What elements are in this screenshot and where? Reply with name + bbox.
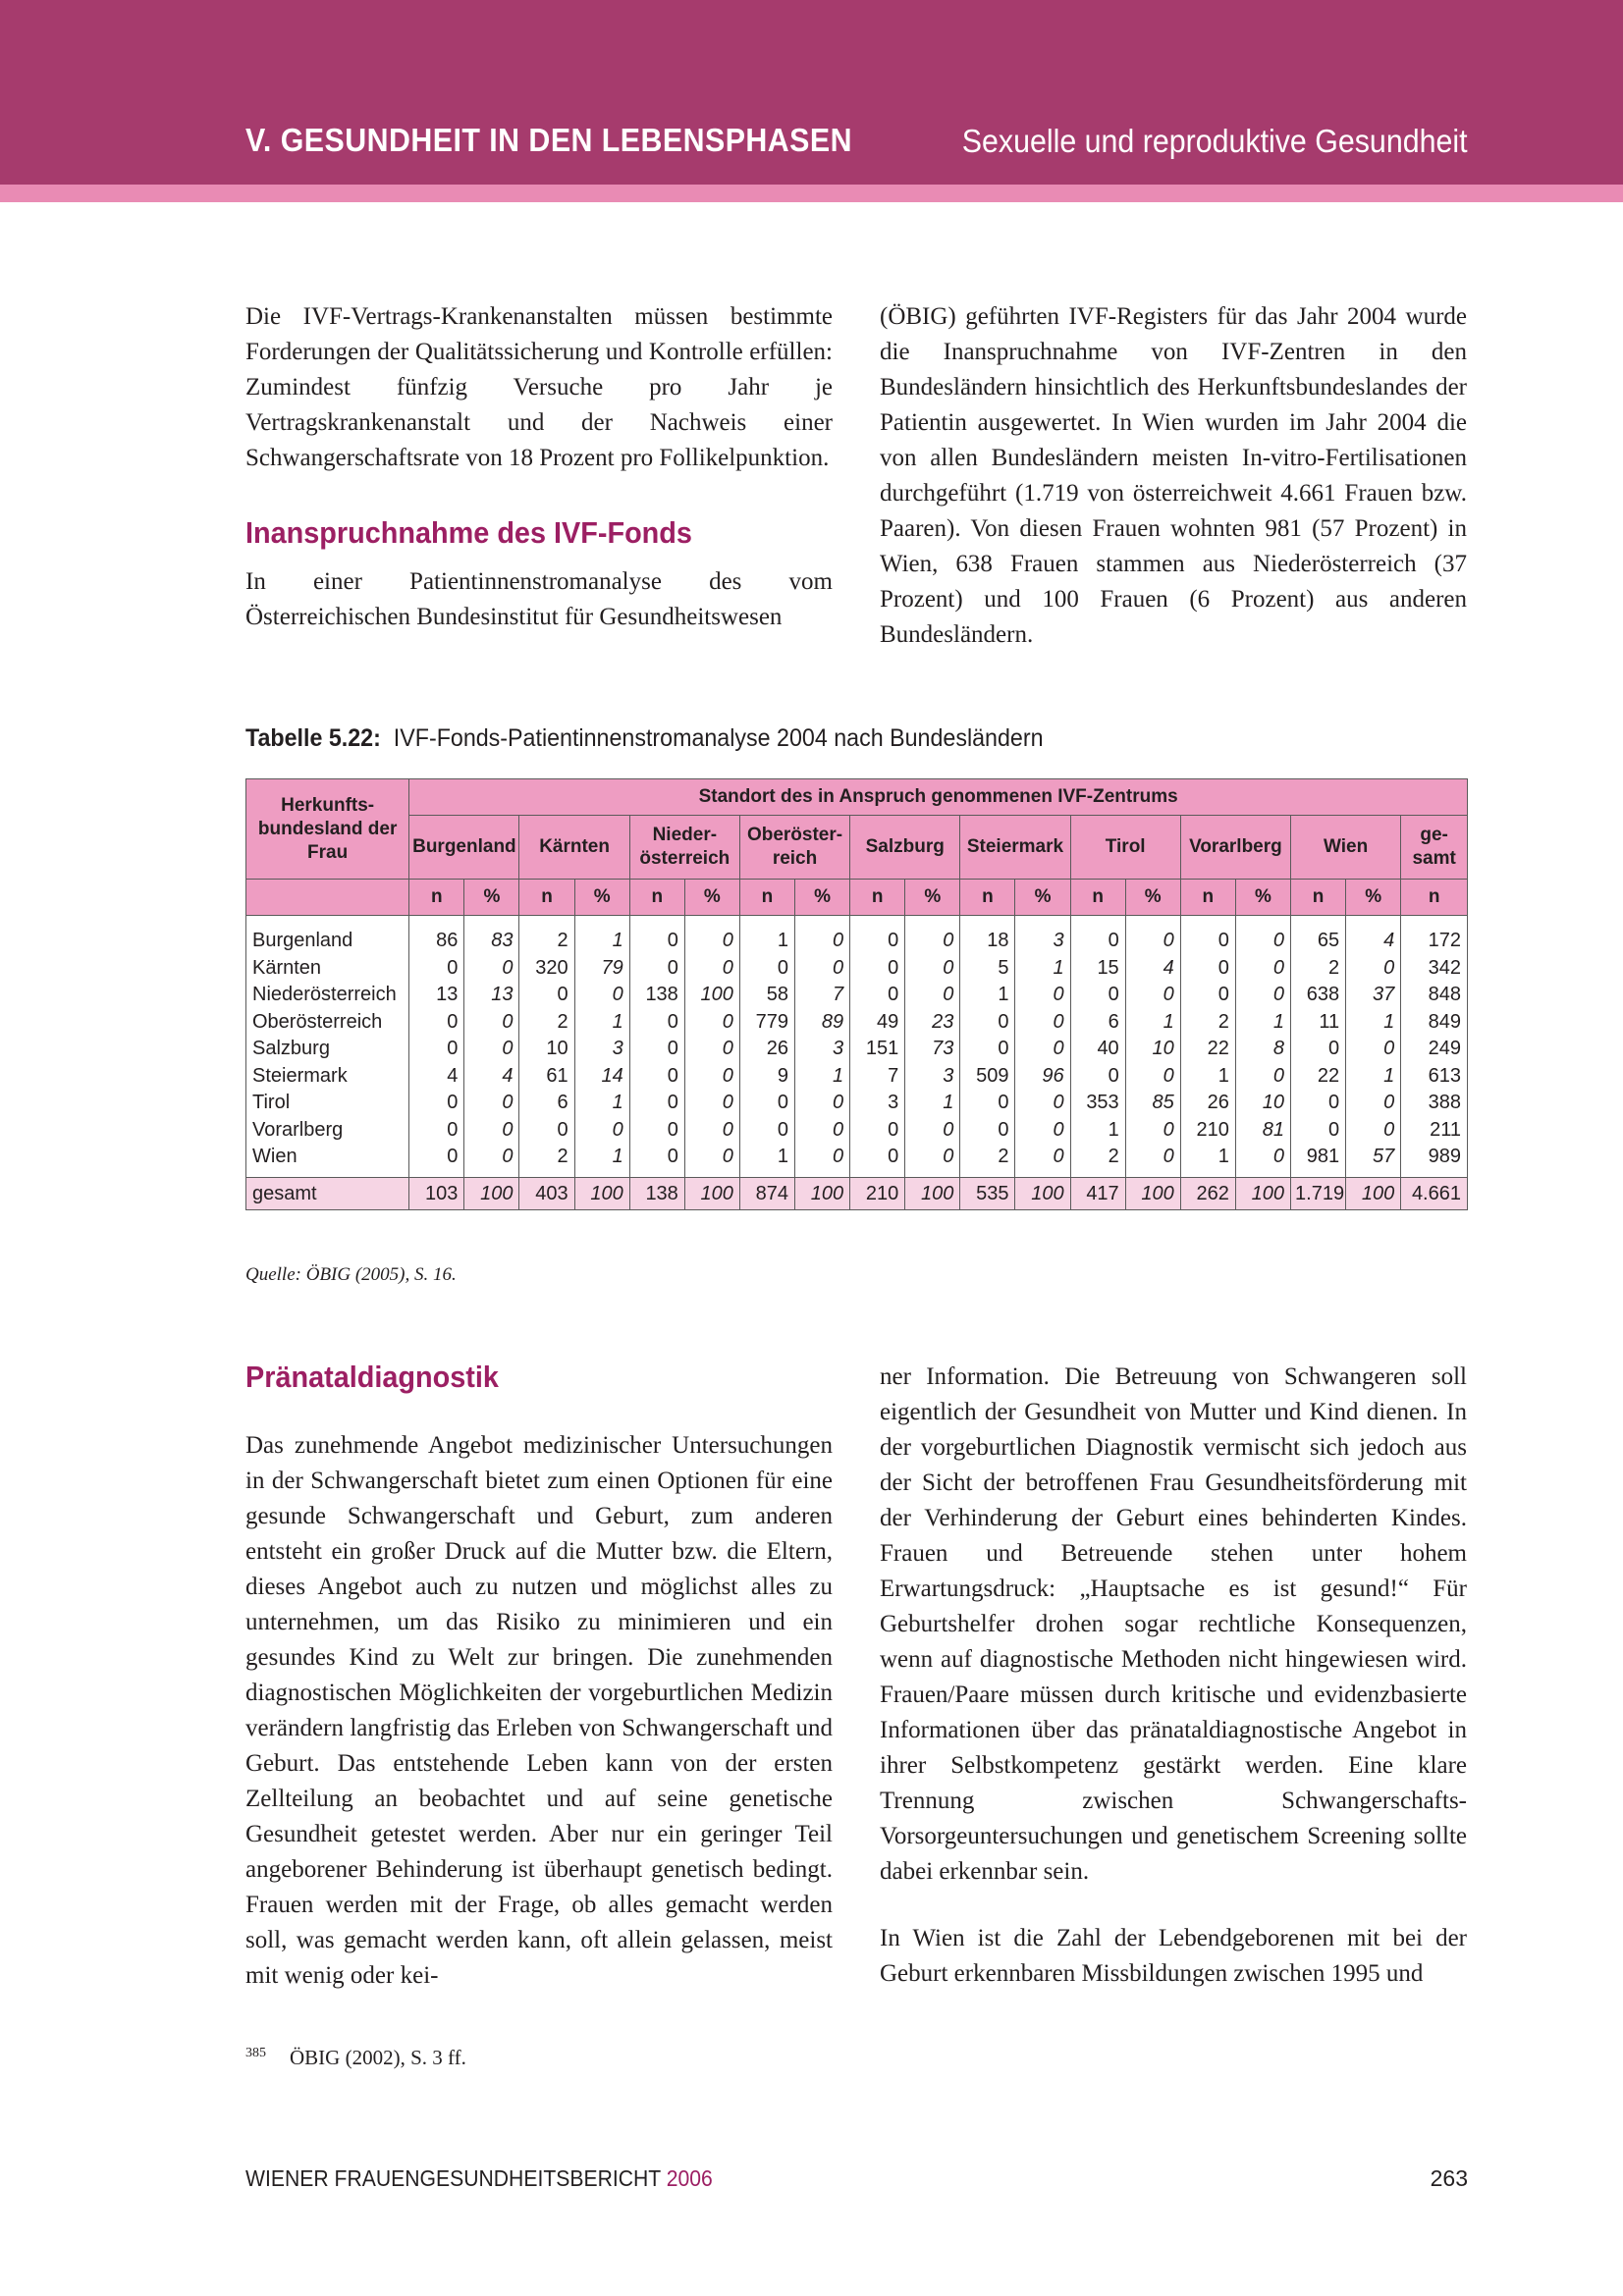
n-cell: 1 — [739, 1144, 794, 1177]
pct-cell: 0 — [574, 982, 629, 1009]
n-cell: 138 — [629, 982, 684, 1009]
n-cell: 18 — [960, 916, 1015, 955]
pct-subheader: % — [1125, 880, 1180, 916]
column-header: Steiermark — [960, 816, 1070, 880]
pct-cell: 4 — [464, 1063, 519, 1091]
row-label: Tirol — [246, 1090, 409, 1117]
row-label: Oberösterreich — [246, 1009, 409, 1037]
ivf-heading: Inanspruchnahme des IVF-Fonds — [245, 515, 692, 550]
n-cell: 22 — [1291, 1063, 1346, 1091]
n-cell: 210 — [850, 1177, 905, 1209]
pct-cell: 1 — [1346, 1063, 1401, 1091]
pct-cell: 0 — [1125, 1117, 1180, 1145]
pct-cell: 100 — [574, 1177, 629, 1209]
pct-cell: 8 — [1235, 1036, 1290, 1063]
n-cell: 9 — [739, 1063, 794, 1091]
n-cell: 7 — [850, 1063, 905, 1091]
n-cell: 1 — [960, 982, 1015, 1009]
n-cell: 0 — [409, 1144, 464, 1177]
intro-right-column — [880, 299, 1467, 653]
n-cell: 0 — [629, 1144, 684, 1177]
total-cell: 388 — [1401, 1090, 1468, 1117]
pct-cell: 1 — [1015, 955, 1070, 983]
n-cell: 0 — [960, 1036, 1015, 1063]
praenatal-paragraph: Das zunehmende Angebot medizinischer Untersuchungen in der Schwangerschaft bietet zum einen Optionen für eine gesunde Schwangerschaft und Geburt, zum anderen entsteht ein großer Druck auf die Mutter bzw. die Eltern, dieses Angebot auch zu nutzen und möglichst alles zu unternehmen, um das Risiko zu minimieren und ein gesundes Kind zu Welt zur bringen. Die zunehmenden diagnostischen Möglichkeiten der vorgeburtlichen Medizin verändern langfristig das Erleben von Schwangerschaft und Geburt. Das entstehende Leben kann von der ersten Zellteilung an beobachtet und auf seine genetische Gesundheit getestet werden. Aber nur ein geringer Teil angeborener Behinderung ist überhaupt genetisch bedingt. Frauen werden mit der Frage, ob alles gemacht werden soll, was gemacht werden kann, oft allein gelassen, meist mit wenig oder kei- — [245, 1432, 833, 1989]
total-cell: 249 — [1401, 1036, 1468, 1063]
n-cell: 0 — [960, 1117, 1015, 1145]
pct-cell: 85 — [1125, 1090, 1180, 1117]
n-cell: 1 — [739, 916, 794, 955]
row-label: gesamt — [246, 1177, 409, 1209]
n-cell: 0 — [1180, 982, 1235, 1009]
pct-cell: 100 — [1125, 1177, 1180, 1209]
pct-cell: 1 — [905, 1090, 960, 1117]
pct-cell: 0 — [1125, 982, 1180, 1009]
pct-cell: 0 — [464, 1036, 519, 1063]
pct-cell: 0 — [1346, 955, 1401, 983]
n-cell: 0 — [850, 1117, 905, 1145]
column-header: Burgenland — [409, 816, 519, 880]
n-cell: 86 — [409, 916, 464, 955]
pct-cell: 1 — [795, 1063, 850, 1091]
n-cell: 58 — [739, 982, 794, 1009]
praenatal-right-paragraph-2: In Wien ist die Zahl der Lebendgeborenen mit bei der Geburt erkennbaren Missbildungen zwischen 1995 und — [880, 1925, 1467, 1987]
table-caption-label: Tabelle 5.22: — [245, 724, 381, 752]
n-subheader: n — [850, 880, 905, 916]
n-cell: 0 — [409, 1090, 464, 1117]
total-cell: 989 — [1401, 1144, 1468, 1177]
n-cell: 0 — [409, 1009, 464, 1037]
n-cell: 2 — [519, 1144, 574, 1177]
pct-cell: 0 — [905, 982, 960, 1009]
pct-cell: 89 — [795, 1009, 850, 1037]
ivf-table — [245, 778, 1468, 1210]
total-cell: 342 — [1401, 955, 1468, 983]
pct-cell: 0 — [1015, 1117, 1070, 1145]
pct-cell: 100 — [684, 982, 739, 1009]
pct-cell: 1 — [1125, 1009, 1180, 1037]
pct-cell: 96 — [1015, 1063, 1070, 1091]
column-header: Kärnten — [519, 816, 629, 880]
pct-cell: 0 — [795, 1090, 850, 1117]
n-subheader: n — [409, 880, 464, 916]
total-cell: 172 — [1401, 916, 1468, 955]
total-column-header: ge-samt — [1401, 816, 1468, 880]
pct-cell: 0 — [684, 1009, 739, 1037]
table-row — [246, 1009, 1468, 1037]
pct-cell: 0 — [1015, 1144, 1070, 1177]
n-cell: 417 — [1070, 1177, 1125, 1209]
n-cell: 0 — [629, 1090, 684, 1117]
n-cell: 0 — [1070, 916, 1125, 955]
column-header: Wien — [1291, 816, 1401, 880]
n-cell: 4 — [409, 1063, 464, 1091]
table-source: Quelle: ÖBIG (2005), S. 16. — [245, 1264, 457, 1285]
pct-cell: 7 — [795, 982, 850, 1009]
pct-cell: 100 — [684, 1177, 739, 1209]
n-cell: 0 — [1180, 955, 1235, 983]
n-cell: 2 — [519, 916, 574, 955]
pct-cell: 3 — [574, 1036, 629, 1063]
n-cell: 262 — [1180, 1177, 1235, 1209]
row-label: Niederösterreich — [246, 982, 409, 1009]
row-label: Vorarlberg — [246, 1117, 409, 1145]
column-header: Nieder-österreich — [629, 816, 739, 880]
n-cell: 0 — [739, 1090, 794, 1117]
pct-cell: 0 — [1346, 1117, 1401, 1145]
pct-cell: 0 — [574, 1117, 629, 1145]
subheader-blank — [246, 880, 409, 916]
pct-cell: 37 — [1346, 982, 1401, 1009]
pct-cell: 4 — [1346, 916, 1401, 955]
n-cell: 11 — [1291, 1009, 1346, 1037]
n-cell: 981 — [1291, 1144, 1346, 1177]
n-cell: 0 — [629, 1009, 684, 1037]
n-cell: 0 — [409, 1117, 464, 1145]
pct-subheader: % — [574, 880, 629, 916]
n-cell: 535 — [960, 1177, 1015, 1209]
pct-cell: 100 — [905, 1177, 960, 1209]
pct-cell: 0 — [464, 955, 519, 983]
n-cell: 0 — [629, 1117, 684, 1145]
n-subheader: n — [629, 880, 684, 916]
n-cell: 103 — [409, 1177, 464, 1209]
n-cell: 2 — [1291, 955, 1346, 983]
n-cell: 509 — [960, 1063, 1015, 1091]
pct-cell: 0 — [1125, 1063, 1180, 1091]
n-cell: 638 — [1291, 982, 1346, 1009]
pct-cell: 23 — [905, 1009, 960, 1037]
pct-cell: 57 — [1346, 1144, 1401, 1177]
pct-subheader: % — [684, 880, 739, 916]
pct-cell: 0 — [464, 1117, 519, 1145]
n-cell: 0 — [1180, 916, 1235, 955]
n-cell: 26 — [739, 1036, 794, 1063]
n-cell: 1 — [1070, 1117, 1125, 1145]
pct-cell: 0 — [684, 955, 739, 983]
n-cell: 353 — [1070, 1090, 1125, 1117]
n-cell: 2 — [1070, 1144, 1125, 1177]
total-cell: 848 — [1401, 982, 1468, 1009]
pct-cell: 10 — [1235, 1090, 1290, 1117]
praenatal-right-paragraph: ner Information. Die Betreuung von Schwangeren soll eigentlich der Gesundheit von Mutter und Kind dienen. In der vorgeburtlichen Diagnostik vermischt sich jedoch aus der Sicht der betroffenen Frau Gesundheitsförderung mit der Verhinderung der Geburt eines behinderten Kindes. Frauen und Betreuende stehen unter hohem Erwartungsdruck: „Hauptsache es ist gesund!“ Für Geburtshelfer drohen sogar rechtliche Konsequenzen, wenn auf diagnostische Methoden nicht hingewiesen wird. Frauen/Paare müssen durch kritische und evidenzbasierte Informationen über das pränataldiagnostische Angebot in ihrer Selbstkompetenz gestärkt werden. Eine klare Trennung zwischen Schwangerschafts-Vorsorgeuntersuchungen und genetischem Screening sollte dabei erkennbar sein. — [880, 1363, 1467, 1885]
column-header: Tirol — [1070, 816, 1180, 880]
pct-cell: 0 — [1235, 1144, 1290, 1177]
pct-cell: 100 — [1235, 1177, 1290, 1209]
pct-cell: 73 — [905, 1036, 960, 1063]
pct-subheader: % — [1235, 880, 1290, 916]
row-label: Burgenland — [246, 916, 409, 955]
pct-cell: 3 — [795, 1036, 850, 1063]
pct-subheader: % — [905, 880, 960, 916]
total-cell: 211 — [1401, 1117, 1468, 1145]
table-row — [246, 1063, 1468, 1091]
pct-cell: 0 — [1015, 1090, 1070, 1117]
pct-cell: 100 — [1015, 1177, 1070, 1209]
n-cell: 1.719 — [1291, 1177, 1346, 1209]
n-cell: 0 — [739, 955, 794, 983]
footnote-text: ÖBIG (2002), S. 3 ff. — [290, 2046, 466, 2069]
n-subheader: n — [1401, 880, 1468, 916]
n-subheader: n — [1180, 880, 1235, 916]
n-cell: 0 — [409, 955, 464, 983]
table-row — [246, 955, 1468, 983]
pct-cell: 1 — [574, 1009, 629, 1037]
pct-cell: 4 — [1125, 955, 1180, 983]
n-cell: 2 — [519, 1009, 574, 1037]
pct-cell: 0 — [1235, 1063, 1290, 1091]
pct-cell: 0 — [1015, 1036, 1070, 1063]
row-label: Wien — [246, 1144, 409, 1177]
n-cell: 320 — [519, 955, 574, 983]
n-cell: 0 — [1291, 1036, 1346, 1063]
n-cell: 0 — [629, 1063, 684, 1091]
n-cell: 0 — [519, 1117, 574, 1145]
pct-cell: 0 — [795, 916, 850, 955]
pct-cell: 0 — [905, 1117, 960, 1145]
pct-cell: 0 — [1235, 955, 1290, 983]
page-number: 263 — [1430, 2165, 1468, 2191]
n-cell: 210 — [1180, 1117, 1235, 1145]
pct-subheader: % — [795, 880, 850, 916]
footer-report — [245, 2165, 713, 2192]
n-cell: 0 — [850, 955, 905, 983]
total-cell: 613 — [1401, 1063, 1468, 1091]
n-cell: 779 — [739, 1009, 794, 1037]
pct-cell: 0 — [684, 1117, 739, 1145]
n-cell: 65 — [1291, 916, 1346, 955]
pct-cell: 100 — [464, 1177, 519, 1209]
pct-cell: 0 — [684, 916, 739, 955]
n-subheader: n — [519, 880, 574, 916]
n-cell: 874 — [739, 1177, 794, 1209]
group-header: Standort des in Anspruch genommenen IVF-Zentrums — [409, 779, 1468, 816]
pct-cell: 0 — [684, 1063, 739, 1091]
pct-cell: 0 — [795, 955, 850, 983]
n-cell: 403 — [519, 1177, 574, 1209]
pct-cell: 1 — [1235, 1009, 1290, 1037]
row-label: Steiermark — [246, 1063, 409, 1091]
pct-cell: 14 — [574, 1063, 629, 1091]
pct-cell: 1 — [1346, 1009, 1401, 1037]
n-cell: 0 — [519, 982, 574, 1009]
n-cell: 1 — [1180, 1063, 1235, 1091]
pct-cell: 0 — [684, 1144, 739, 1177]
pct-cell: 81 — [1235, 1117, 1290, 1145]
footnote — [245, 2046, 466, 2070]
header-stripe — [0, 185, 1623, 202]
pct-cell: 1 — [574, 1144, 629, 1177]
n-subheader: n — [960, 880, 1015, 916]
pct-cell: 10 — [1125, 1036, 1180, 1063]
intro-left-column — [245, 299, 833, 635]
table-row — [246, 1177, 1468, 1209]
pct-cell: 0 — [464, 1144, 519, 1177]
n-cell: 22 — [1180, 1036, 1235, 1063]
intro-paragraph-2: In einer Patientinnenstromanalyse des vom Österreichischen Bundesinstitut für Gesundheitswesen — [245, 568, 833, 630]
section-title: Sexuelle und reproduktive Gesundheit — [962, 123, 1468, 159]
row-header: Herkunfts-bundesland der Frau — [246, 779, 409, 880]
pct-cell: 0 — [1015, 982, 1070, 1009]
pct-cell: 0 — [1346, 1090, 1401, 1117]
n-cell: 13 — [409, 982, 464, 1009]
pct-cell: 3 — [905, 1063, 960, 1091]
pct-cell: 0 — [684, 1036, 739, 1063]
n-cell: 15 — [1070, 955, 1125, 983]
table-row — [246, 1036, 1468, 1063]
pct-cell: 79 — [574, 955, 629, 983]
total-cell: 849 — [1401, 1009, 1468, 1037]
pct-subheader: % — [1346, 880, 1401, 916]
pct-cell: 0 — [795, 1144, 850, 1177]
n-subheader: n — [1291, 880, 1346, 916]
n-cell: 40 — [1070, 1036, 1125, 1063]
pct-cell: 0 — [905, 916, 960, 955]
pct-cell: 1 — [574, 916, 629, 955]
n-cell: 10 — [519, 1036, 574, 1063]
n-cell: 0 — [1070, 1063, 1125, 1091]
pct-cell: 83 — [464, 916, 519, 955]
n-cell: 3 — [850, 1090, 905, 1117]
n-cell: 0 — [1291, 1117, 1346, 1145]
n-cell: 0 — [629, 955, 684, 983]
n-cell: 151 — [850, 1036, 905, 1063]
n-cell: 0 — [850, 1144, 905, 1177]
pct-cell: 100 — [1346, 1177, 1401, 1209]
n-cell: 2 — [960, 1144, 1015, 1177]
pct-cell: 0 — [1346, 1036, 1401, 1063]
pct-cell: 0 — [464, 1009, 519, 1037]
header-bar — [0, 0, 1623, 185]
pct-cell: 0 — [1015, 1009, 1070, 1037]
n-cell: 0 — [739, 1117, 794, 1145]
column-header: Oberöster-reich — [739, 816, 849, 880]
chapter-title: V. GESUNDHEIT IN DEN LEBENSPHASEN — [245, 122, 852, 158]
table-caption — [245, 724, 1044, 753]
intro-paragraph: Die IVF-Vertrags-Krankenanstalten müssen bestimmte Forderungen der Qualitätssicherung und Kontrolle erfüllen: Zumindest fünfzig Versuche pro Jahr je Vertragskrankenanstalt und der Nachweis einer Schwangerschaftsrate von 18 Prozent pro Follikelpunktion. — [245, 303, 833, 471]
pct-cell: 0 — [795, 1117, 850, 1145]
praenatal-left-column — [245, 1360, 833, 1994]
pct-cell: 0 — [1125, 1144, 1180, 1177]
column-header: Salzburg — [850, 816, 960, 880]
n-cell: 0 — [629, 1036, 684, 1063]
n-cell: 0 — [960, 1009, 1015, 1037]
table-row — [246, 1090, 1468, 1117]
column-header: Vorarlberg — [1180, 816, 1290, 880]
n-cell: 0 — [850, 982, 905, 1009]
n-cell: 0 — [1070, 982, 1125, 1009]
n-cell: 0 — [1291, 1090, 1346, 1117]
n-cell: 0 — [409, 1036, 464, 1063]
intro-right-paragraph: (ÖBIG) geführten IVF-Registers für das Jahr 2004 wurde die Inanspruchnahme von IVF-Zentren in den Bundesländern hinsichtlich des Herkunftsbundeslandes der Patientin ausgewertet. In Wien wurden im Jahr 2004 die von allen Bundesländern meisten In-vitro-Fertilisationen durchgeführt (1.719 von österreichweit 4.661 Frauen bzw. Paaren). Von diesen Frauen wohnten 981 (57 Prozent) in Wien, 638 Frauen stammen aus Niederösterreich (37 Prozent) und 100 Frauen (6 Prozent) aus anderen Bundesländern. — [880, 303, 1467, 648]
pct-subheader: % — [464, 880, 519, 916]
n-cell: 49 — [850, 1009, 905, 1037]
n-cell: 2 — [1180, 1009, 1235, 1037]
pct-subheader: % — [1015, 880, 1070, 916]
n-cell: 6 — [1070, 1009, 1125, 1037]
n-cell: 138 — [629, 1177, 684, 1209]
footer-report-title: WIENER FRAUENGESUNDHEITSBERICHT — [245, 2165, 661, 2191]
row-label: Salzburg — [246, 1036, 409, 1063]
row-label: Kärnten — [246, 955, 409, 983]
pct-cell: 0 — [905, 1144, 960, 1177]
pct-cell: 13 — [464, 982, 519, 1009]
praenatal-heading: Pränataldiagnostik — [245, 1360, 499, 1394]
n-subheader: n — [1070, 880, 1125, 916]
n-cell: 6 — [519, 1090, 574, 1117]
pct-cell: 0 — [905, 955, 960, 983]
pct-cell: 1 — [574, 1090, 629, 1117]
total-cell: 4.661 — [1401, 1177, 1468, 1209]
pct-cell: 100 — [795, 1177, 850, 1209]
pct-cell: 0 — [1235, 916, 1290, 955]
table-row — [246, 916, 1468, 955]
n-cell: 0 — [960, 1090, 1015, 1117]
n-cell: 26 — [1180, 1090, 1235, 1117]
table-row — [246, 982, 1468, 1009]
praenatal-right-column — [880, 1360, 1467, 1992]
footnote-number: 385 — [245, 2046, 266, 2060]
n-cell: 1 — [1180, 1144, 1235, 1177]
n-subheader: n — [739, 880, 794, 916]
pct-cell: 0 — [464, 1090, 519, 1117]
n-cell: 0 — [850, 916, 905, 955]
n-cell: 61 — [519, 1063, 574, 1091]
footer-year: 2006 — [666, 2165, 713, 2191]
pct-cell: 0 — [1125, 916, 1180, 955]
n-cell: 5 — [960, 955, 1015, 983]
pct-cell: 3 — [1015, 916, 1070, 955]
pct-cell: 0 — [1235, 982, 1290, 1009]
table-row — [246, 1117, 1468, 1145]
pct-cell: 0 — [684, 1090, 739, 1117]
table-row — [246, 1144, 1468, 1177]
table-caption-text: IVF-Fonds-Patientinnenstromanalyse 2004 nach Bundesländern — [393, 724, 1044, 752]
n-cell: 0 — [629, 916, 684, 955]
